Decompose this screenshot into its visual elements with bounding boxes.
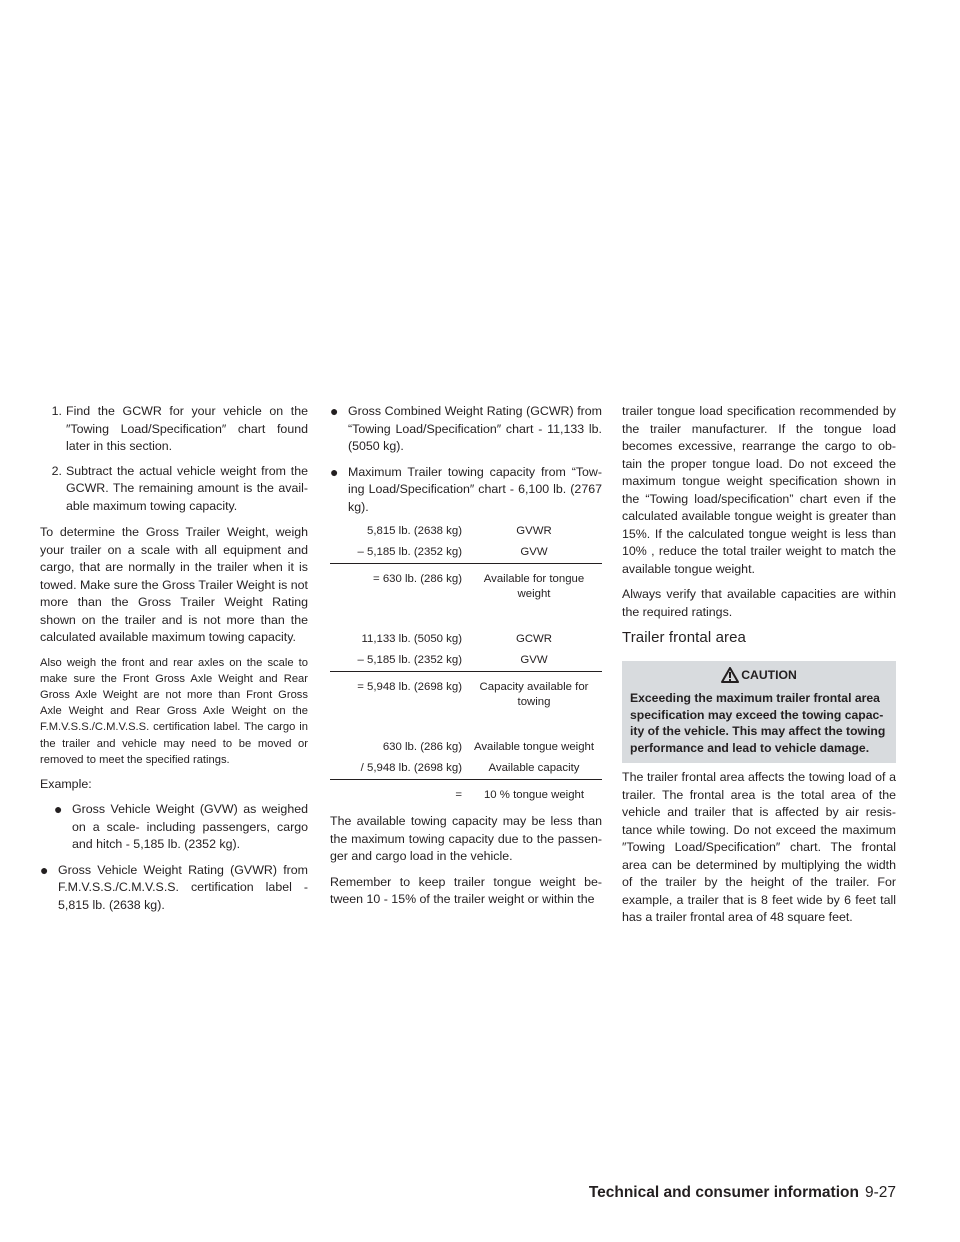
step-text: Find the GCWR for your vehicle on the ″Towing Load/Specification″ chart found later in this section. [66,404,308,453]
column-left [40,403,308,922]
verify-paragraph: Always verify that available capacities are within the required ratings. [622,587,896,619]
bullet-text: Gross Vehicle Weight Rating (GVWR) from F.M.V.S.S./C.M.V.S.S. certification label - 5,815 lb. (2638 kg). [58,862,308,912]
calc-row [330,740,602,755]
frontal-area-paragraph: The trailer frontal area affects the towing load of a trailer. The frontal area is the total area of the vehicle and trailer that is affected by air resis- tance while towing. Do not exceed the maximum ″Towing Load/Specification″ chart. The frontal area can be determined by multiplying the width of the trailer by the height of the trailer. For example, a trailer that is 8 feet wide by 6 feet tall has a trailer frontal area of 48 square feet. [622,770,896,924]
calc-row [330,653,602,672]
bullet-icon: ● [330,403,339,419]
step-number: 1. [51,404,62,418]
page-number: 9-27 [864,1184,896,1201]
bullet-text: Maximum Trailer towing capacity from “Tow- ing Load/Specification″ chart - 6,100 lb. (2767 kg). [348,464,602,514]
calc-row [330,545,602,564]
calc-row [330,761,602,780]
bullet-item [330,403,602,456]
caution-box [622,661,896,764]
calc-value: = [455,789,462,801]
bullet-item [40,862,308,915]
calculation-towing-capacity [330,632,602,710]
page-footer [589,1184,896,1202]
calc-label: Available for tongue weight [483,573,585,600]
calc-value: – 5,185 lb. (2352 kg) [357,654,462,666]
axle-weight-paragraph: Also weigh the front and rear axles on the scale to make sure the Front Gross Axle Weight and Rear Gross Axle Weight are not more than Front Gross Axle Weight and Rear Gross Axle Weight on the F.M.V.S.S./C.M.V.S.S. certification label. The cargo in the trailer and vehicle may need to be moved or removed to meet the specified ratings. [40,656,308,766]
calc-label: Available capacity [488,762,580,774]
calc-label: GVW [520,546,548,558]
calc-label: 10 % tongue weight [483,789,585,801]
calc-result-row [330,788,602,803]
section-title: Trailer frontal area [622,629,746,646]
steps-list [40,403,308,515]
step-item [40,403,308,456]
step-number: 2. [51,463,62,478]
calc-value: 11,133 lb. (5050 kg) [361,633,462,645]
column-right [622,403,896,935]
calculation-tongue-percentage [330,740,602,803]
step-text: Subtract the actual vehicle weight from the GCWR. The remaining amount is the avail- able maximum towing capacity. [66,463,308,513]
bullet-icon: ● [330,463,339,480]
calculation-tongue-weight [330,524,602,602]
step-item [40,463,308,516]
column-middle [330,403,602,917]
caution-header [630,667,888,685]
example-label: Example: [40,776,92,791]
calc-value: / 5,948 lb. (2698 kg) [360,762,462,774]
calc-result-row [330,680,602,710]
bullet-item [330,464,602,517]
calc-value: = 630 lb. (286 kg) [373,573,462,585]
calc-value: – 5,185 lb. (2352 kg) [357,546,462,558]
remember-paragraph-continued: trailer tongue load specification recommended by the trailer manufacturer. If the tongue load becomes excessive, rearrange the cargo to ob- tain the proper tongue load. Do not exceed the maximum tongue weight specification shown in the “Towing load/specification” chart even if the calculated available tongue weight is greater than 15%. If the calculated tongue weight is less than 10% , reduce the total trailer weight to match the available tongue weight. [622,404,896,576]
caution-label: CAUTION [741,667,797,682]
bullet-icon: ● [54,801,63,818]
bullet-text: Gross Vehicle Weight (GVW) as weighed on a scale- including passengers, cargo and hitch - 5,185 lb. (2352 kg). [72,802,308,852]
calc-label: Available tongue weight [473,741,595,753]
calc-label: GVWR [516,525,552,537]
calc-row [330,632,602,647]
footer-section-title: Technical and consumer information [588,1184,859,1201]
calc-label: GCWR [515,633,553,645]
warning-icon [721,667,739,683]
calc-value: 630 lb. (286 kg) [382,741,462,753]
calc-value: 5,815 lb. (2638 kg) [367,525,462,537]
caution-text: Exceeding the maximum trailer frontal area specification may exceed the towing capac- ity of the vehicle. This may affect the towing performance and lead to vehicle damage. [630,691,886,755]
bullet-text: Gross Combined Weight Rating (GCWR) from “Towing Load/Specification″ chart - 11,133 lb. (5050 kg). [348,404,602,453]
capacity-paragraph: The available towing capacity may be less than the maximum towing capacity due to the passen- ger and cargo load in the vehicle. [330,814,602,863]
gross-trailer-weight-paragraph: To determine the Gross Trailer Weight, weigh your trailer on a scale with all equipment and cargo, that are normally in the trailer when it is towed. Make sure the Gross Trailer Weight is not more than the Gross Trailer Weight Rating shown on the trailer and is not more than the calculated available maximum towing capacity. [40,525,308,644]
calc-value: = 5,948 lb. (2698 kg) [357,681,462,693]
calc-row [330,524,602,539]
bullet-icon: ● [40,861,49,878]
calc-label: GVW [520,654,548,666]
remember-paragraph-start: Remember to keep trailer tongue weight be- tween 10 - 15% of the trailer weight or within the [330,874,602,906]
bullet-item [54,801,308,854]
calc-label: Capacity available for towing [479,681,589,708]
calc-result-row [330,572,602,602]
